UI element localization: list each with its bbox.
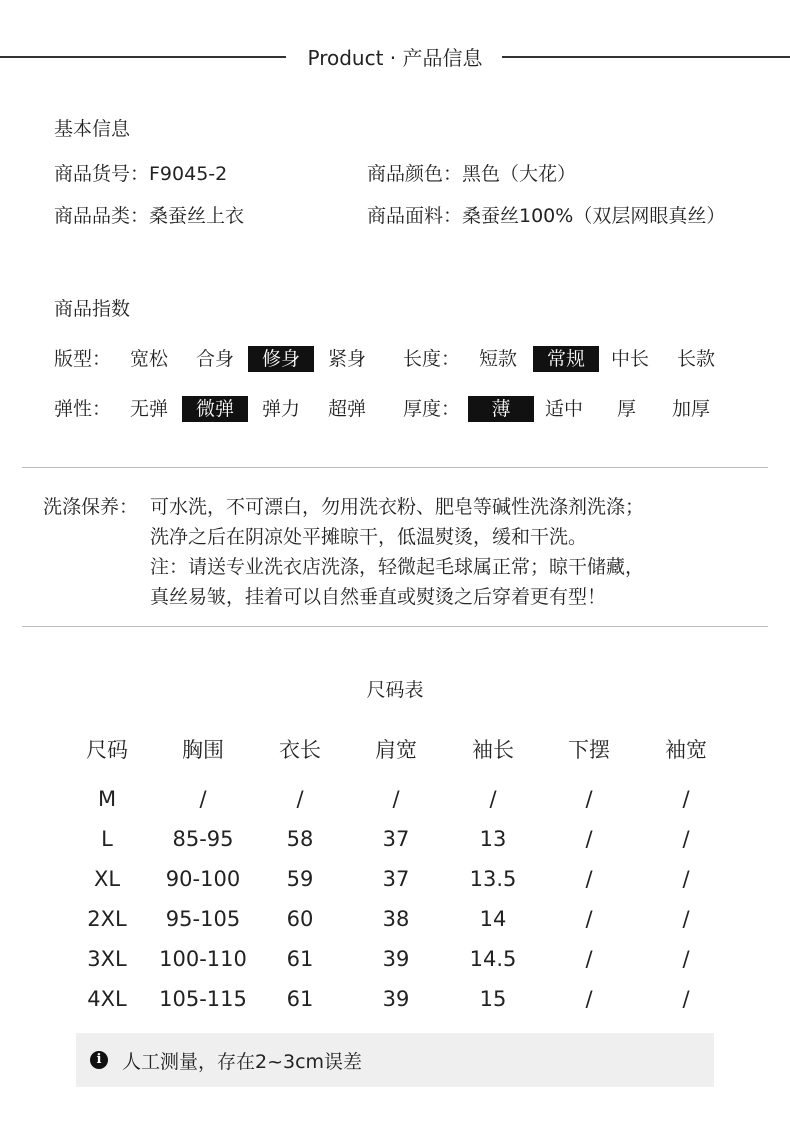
- size-table-header: 衣长: [279, 738, 321, 762]
- size-table-cell: /: [585, 987, 593, 1011]
- size-table-header: 袖长: [472, 738, 514, 762]
- size-table-cell: /: [585, 827, 593, 851]
- size-table-header: 肩宽: [375, 738, 417, 762]
- fit-option: 宽松: [130, 348, 169, 370]
- basic-info-heading: 基本信息: [54, 118, 131, 140]
- size-table-cell: 38: [382, 907, 410, 931]
- care-label: 洗涤保养：: [43, 496, 139, 518]
- length-label: 长度：: [403, 348, 461, 370]
- page-title: Product · 产品信息: [307, 46, 483, 70]
- size-table-header: 下摆: [568, 738, 610, 762]
- fit-option: 紧身: [328, 348, 367, 370]
- size-table-header: 尺码: [86, 738, 128, 762]
- care-line: 洗净之后在阴凉处平摊晾干，低温熨烫，缓和干洗。: [150, 526, 588, 548]
- fit-option: 合身: [196, 348, 235, 370]
- size-table-cell: 85-95: [172, 827, 234, 851]
- size-table-cell: /: [296, 787, 304, 811]
- material: 商品面料：桑蚕丝100%（双层网眼真丝）: [367, 205, 726, 227]
- measurement-note: [76, 1033, 714, 1087]
- size-table-cell: /: [682, 947, 690, 971]
- size-table-cell: /: [682, 827, 690, 851]
- size-table-title: 尺码表: [366, 679, 424, 701]
- elasticity-option: 无弹: [130, 398, 169, 420]
- elasticity-option-selected: 微弹: [182, 396, 248, 422]
- size-table-cell: 61: [286, 947, 314, 971]
- thickness-option: 加厚: [672, 398, 711, 420]
- elasticity-option: 弹力: [262, 398, 301, 420]
- size-table-cell: /: [585, 867, 593, 891]
- category: 商品品类：桑蚕丝上衣: [54, 205, 245, 227]
- length-option-selected: 常规: [533, 346, 599, 372]
- length-option: 中长: [611, 348, 650, 370]
- index-row-elasticity-thickness: [0, 396, 790, 422]
- size-table-cell: 15: [479, 987, 507, 1011]
- index-heading: 商品指数: [54, 298, 131, 320]
- divider-top: [22, 467, 768, 468]
- size-table-cell: 14.5: [469, 947, 517, 971]
- elasticity-option: 超弹: [328, 398, 367, 420]
- size-table-cell: 14: [479, 907, 507, 931]
- size-table-header: 胸围: [182, 738, 224, 762]
- size-table-cell: XL: [93, 867, 121, 891]
- size-table-cell: /: [682, 867, 690, 891]
- size-table-cell: 58: [286, 827, 314, 851]
- divider-bottom: [22, 626, 768, 627]
- size-table-cell: /: [585, 947, 593, 971]
- size-table-cell: /: [392, 787, 400, 811]
- size-table-cell: /: [199, 787, 207, 811]
- size-table-cell: 13.5: [469, 867, 517, 891]
- size-table-cell: 105-115: [159, 987, 247, 1011]
- thickness-option: 厚: [617, 398, 637, 420]
- size-table-cell: 60: [286, 907, 314, 931]
- index-row-fit-length: [0, 346, 790, 372]
- size-table-cell: 2XL: [87, 907, 127, 931]
- size-table-cell: 61: [286, 987, 314, 1011]
- size-table-cell: 37: [382, 827, 410, 851]
- thickness-option: 适中: [545, 398, 584, 420]
- color: 商品颜色：黑色（大花）: [367, 163, 577, 185]
- size-table-cell: 90-100: [165, 867, 241, 891]
- sku: 商品货号：F9045-2: [54, 163, 228, 185]
- size-table-cell: /: [585, 907, 593, 931]
- fit-label: 版型：: [54, 348, 112, 370]
- care-line: 注：请送专业洗衣店洗涤，轻微起毛球属正常；晾干储藏，: [150, 556, 645, 578]
- info-icon: i: [90, 1051, 108, 1069]
- size-table-cell: L: [101, 827, 113, 851]
- size-table-cell: 37: [382, 867, 410, 891]
- thickness-label: 厚度：: [403, 398, 461, 420]
- thickness-option-selected: 薄: [468, 396, 534, 422]
- care-line: 可水洗，不可漂白，勿用洗衣粉、肥皂等碱性洗涤剂洗涤；: [150, 496, 645, 518]
- size-table-cell: 39: [382, 987, 410, 1011]
- size-table-cell: 39: [382, 947, 410, 971]
- size-table-cell: 3XL: [87, 947, 127, 971]
- length-option: 长款: [677, 348, 716, 370]
- size-table-cell: /: [682, 907, 690, 931]
- size-table-cell: 100-110: [159, 947, 247, 971]
- size-table-cell: M: [97, 787, 117, 811]
- fit-option-selected: 修身: [248, 346, 314, 372]
- size-table-cell: /: [489, 787, 497, 811]
- size-table-cell: /: [682, 787, 690, 811]
- measurement-note-text: 人工测量，存在2~3cm误差: [122, 1051, 363, 1073]
- care-line: 真丝易皱，挂着可以自然垂直或熨烫之后穿着更有型！: [150, 586, 607, 608]
- length-option: 短款: [479, 348, 518, 370]
- size-table-cell: /: [585, 787, 593, 811]
- size-table-header: 袖宽: [665, 738, 707, 762]
- elasticity-label: 弹性：: [54, 398, 112, 420]
- size-table-cell: 13: [479, 827, 507, 851]
- size-table-cell: 59: [286, 867, 314, 891]
- size-table-cell: 95-105: [165, 907, 241, 931]
- size-table-cell: 4XL: [87, 987, 127, 1011]
- size-table-cell: /: [682, 987, 690, 1011]
